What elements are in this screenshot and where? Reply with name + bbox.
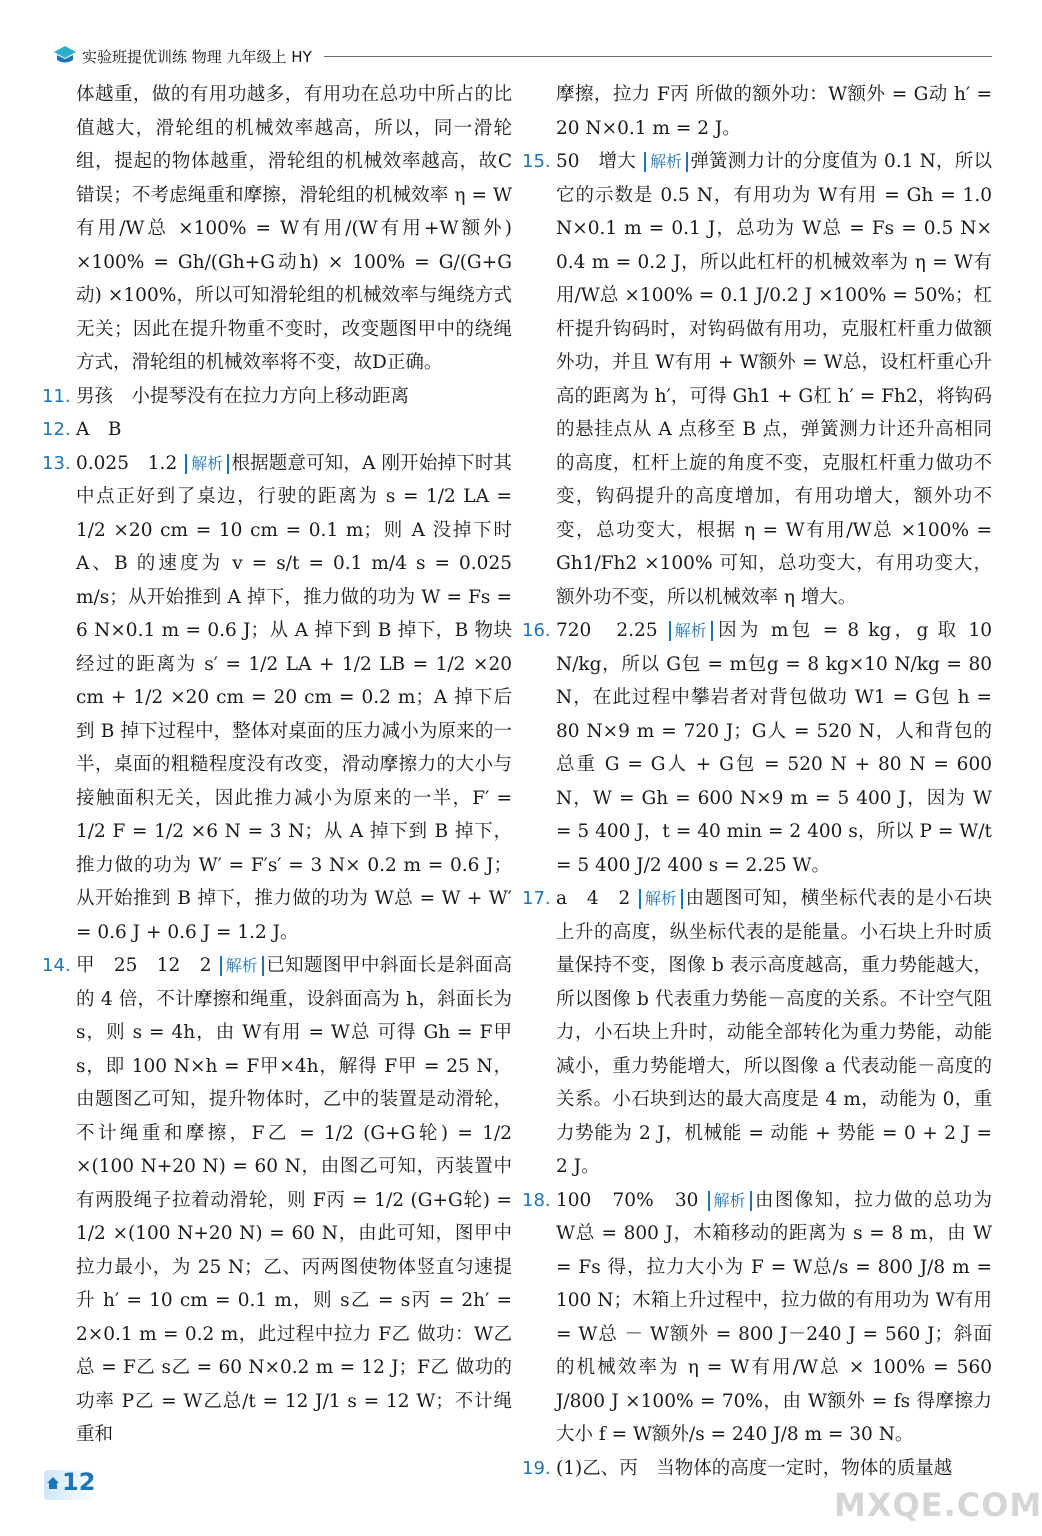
page-number — [44, 1466, 94, 1504]
analysis-tag: 解析 — [185, 454, 229, 474]
answer-item-16: 16. 720 2.25 解析 因为 m包 = 8 kg，g 取 10 N/kg，所以 G包 = m包g = 8 kg×10 N/kg = 80 N，在此过程中攀岩者对背包做功 W1 = G包 h = 80 N×9 m = 720 J；G人 = 520 N，人和背包的总重 G = G人 + G包 = 520 N + 80 N = 600 N，W = Gh = 600 N×9 m = 5 400 J，因为 W = 5 400 J，t = 40 min = 2 400 s，所以 P = W/t = 5 400 J/2 400 s = 2.25 W。 — [522, 620, 992, 876]
analysis-tag: 解析 — [639, 889, 683, 909]
answer-continued: 摩擦，拉力 F丙 所做的额外功：W额外 = G动 h′ = 20 N×0.1 m = 2 J。 — [556, 84, 992, 139]
answer-item-19: 19. (1)乙、丙 当物体的高度一定时，物体的质量越 — [522, 1457, 953, 1479]
analysis-tag: 解析 — [644, 152, 688, 172]
answer-item-18: 18. 100 70% 30 解析 由图像知，拉力做的总功为 W总 = 800 J，木箱移动的距离为 s = 8 m，由 W = Fs 得，拉力大小为 F = W总/s = 800 J/8 m = 100 N；木箱上升过程中，拉力做的有用功为 W有用 = W总 － W额外 = 800 J－240 J = 560 J；斜面的机械效率为 η = W有用/W总 × 100% = 560 J/800 J ×100% = 70%，由 W额外 = fs 得摩擦力大小 f = W额外/s = 240 J/8 m = 30 N。 — [522, 1189, 992, 1445]
left-column — [42, 78, 512, 1458]
analysis-tag: 解析 — [220, 956, 264, 976]
answer-continued: 体越重，做的有用功越多，有用功在总功中所占的比值越大，滑轮组的机械效率越高，所以，同一滑轮组，提起的物体越重，滑轮组的机械效率越高，故C错误；不考虑绳重和摩擦，滑轮组的机械效率 η = W有用/W总 ×100% = W有用/(W有用+W额外) ×100% = Gh/(Gh+G动h) × 100% = G/(G+G动) ×100%，所以可知滑轮组的机械效率与绳绕方式无关；因此在提升物重不变时，改变题图甲中的绕绳方式，滑轮组的机械效率将不变，故D正确。 — [76, 84, 512, 373]
house-icon — [46, 1476, 60, 1490]
book-logo-icon — [52, 44, 78, 66]
answer-item-17: 17. a 4 2 解析 由题图可知，横坐标代表的是小石块上升的高度，纵坐标代表的是能量。小石块上升时质量保持不变，图像 b 表示高度越高，重力势能越大，所以图像 b 代表重力势能－高度的关系。不计空气阻力，小石块上升时，动能全部转化为重力势能，动能减小，重力势能增大，所以图像 a 代表动能－高度的关系。小石块到达的最大高度是 4 m，动能为 0，重力势能为 2 J，机械能 = 动能 + 势能 = 0 + 2 J = 2 J。 — [522, 888, 992, 1177]
answer-item-11: 11. 男孩 小提琴没有在拉力方向上移动距离 — [42, 385, 410, 407]
page-number-label: 12 — [62, 1468, 96, 1496]
analysis-tag: 解析 — [708, 1191, 752, 1211]
header-title: 实验班提优训练 物理 九年级上 HY — [82, 48, 312, 66]
answer-item-12: 12. A B — [42, 419, 122, 440]
header-divider — [324, 56, 992, 57]
answer-item-15: 15. 50 增大 解析 弹簧测力计的分度值为 0.1 N，所以它的示数是 0.5 N，有用功为 W有用 = Gh = 1.0 N×0.1 m = 0.1 J，总功为 W总 = Fs = 0.5 N× 0.4 m = 0.2 J，所以此杠杆的机械效率为 η = W有用/W总 ×100% = 0.1 J/0.2 J ×100% = 50%；杠杆提升钩码时，对钩码做有用功，克服杠杆重力做额外功，并且 W有用 + W额外 = W总，设杠杆重心升高的距离为 h′，可得 Gh1 + G杠 h′ = Fh2，将钩码的悬挂点从 A 点移至 B 点，弹簧测力计还升高相同的高度，杠杆上旋的角度不变，克服杠杆重力做功不变，钩码提升的高度增加，有用功增大，额外功不变，总功变大，根据 η = W有用/W总 ×100% = Gh1/Fh2 ×100% 可知，总功变大，有用功变大，额外功不变，所以机械效率 η 增大。 — [522, 151, 992, 608]
watermark — [834, 1436, 1042, 1526]
analysis-tag: 解析 — [669, 621, 713, 641]
right-column — [522, 78, 992, 1479]
watermark-text: MXQE.COM — [834, 1486, 1042, 1524]
page-header — [52, 42, 992, 70]
answer-item-13: 13. 0.025 1.2 解析 根据题意可知，A 刚开始掉下时其中点正好到了桌边，行驶的距离为 s = 1/2 LA = 1/2 ×20 cm = 10 cm = 0.1 m；则 A 没掉下时 A、B 的速度为 v = s/t = 0.1 m/4 s = 0.025 m/s；从开始推到 A 掉下，推力做的功为 W = Fs = 6 N×0.1 m = 0.6 J；从 A 掉下到 B 掉下，B 物块经过的距离为 s′ = 1/2 LA + 1/2 LB = 1/2 ×20 cm + 1/2 ×20 cm = 20 cm = 0.2 m；A 掉下后到 B 掉下过程中，整体对桌面的压力减小为原来的一半，桌面的粗糙程度没有改变，滑动摩擦力的大小与接触面积无关，因此推力减小为原来的一半，F′ = 1/2 F = 1/2 ×6 N = 3 N；从 A 掉下到 B 掉下，推力做的功为 W′ = F′s′ = 3 N× 0.2 m = 0.6 J；从开始推到 B 掉下，推力做的功为 W总 = W + W′ = 0.6 J + 0.6 J = 1.2 J。 — [42, 452, 512, 943]
answer-item-14: 14. 甲 25 12 2 解析 已知题图甲中斜面长是斜面高的 4 倍，不计摩擦和绳重，设斜面高为 h，斜面长为 s，则 s = 4h，由 W有用 = W总 可得 Gh = F甲 s，即 100 N×h = F甲×4h，解得 F甲 = 25 N，由题图乙可知，提升物体时，乙中的装置是动滑轮，不计绳重和摩擦，F乙 = 1/2 (G+G轮) = 1/2 ×(100 N+20 N) = 60 N，由图乙可知，丙装置中有两股绳子拉着动滑轮，则 F丙 = 1/2 (G+G轮) = 1/2 ×(100 N+20 N) = 60 N，由此可知，图甲中拉力最小，为 25 N；乙、丙两图使物体竖直匀速提升 h′ = 10 cm = 0.1 m，则 s乙 = s丙 = 2h′ = 2×0.1 m = 0.2 m，此过程中拉力 F乙 做功：W乙总 = F乙 s乙 = 60 N×0.2 m = 12 J；F乙 做功的功率 P乙 = W乙总/t = 12 J/1 s = 12 W；不计绳重和 — [42, 955, 512, 1445]
